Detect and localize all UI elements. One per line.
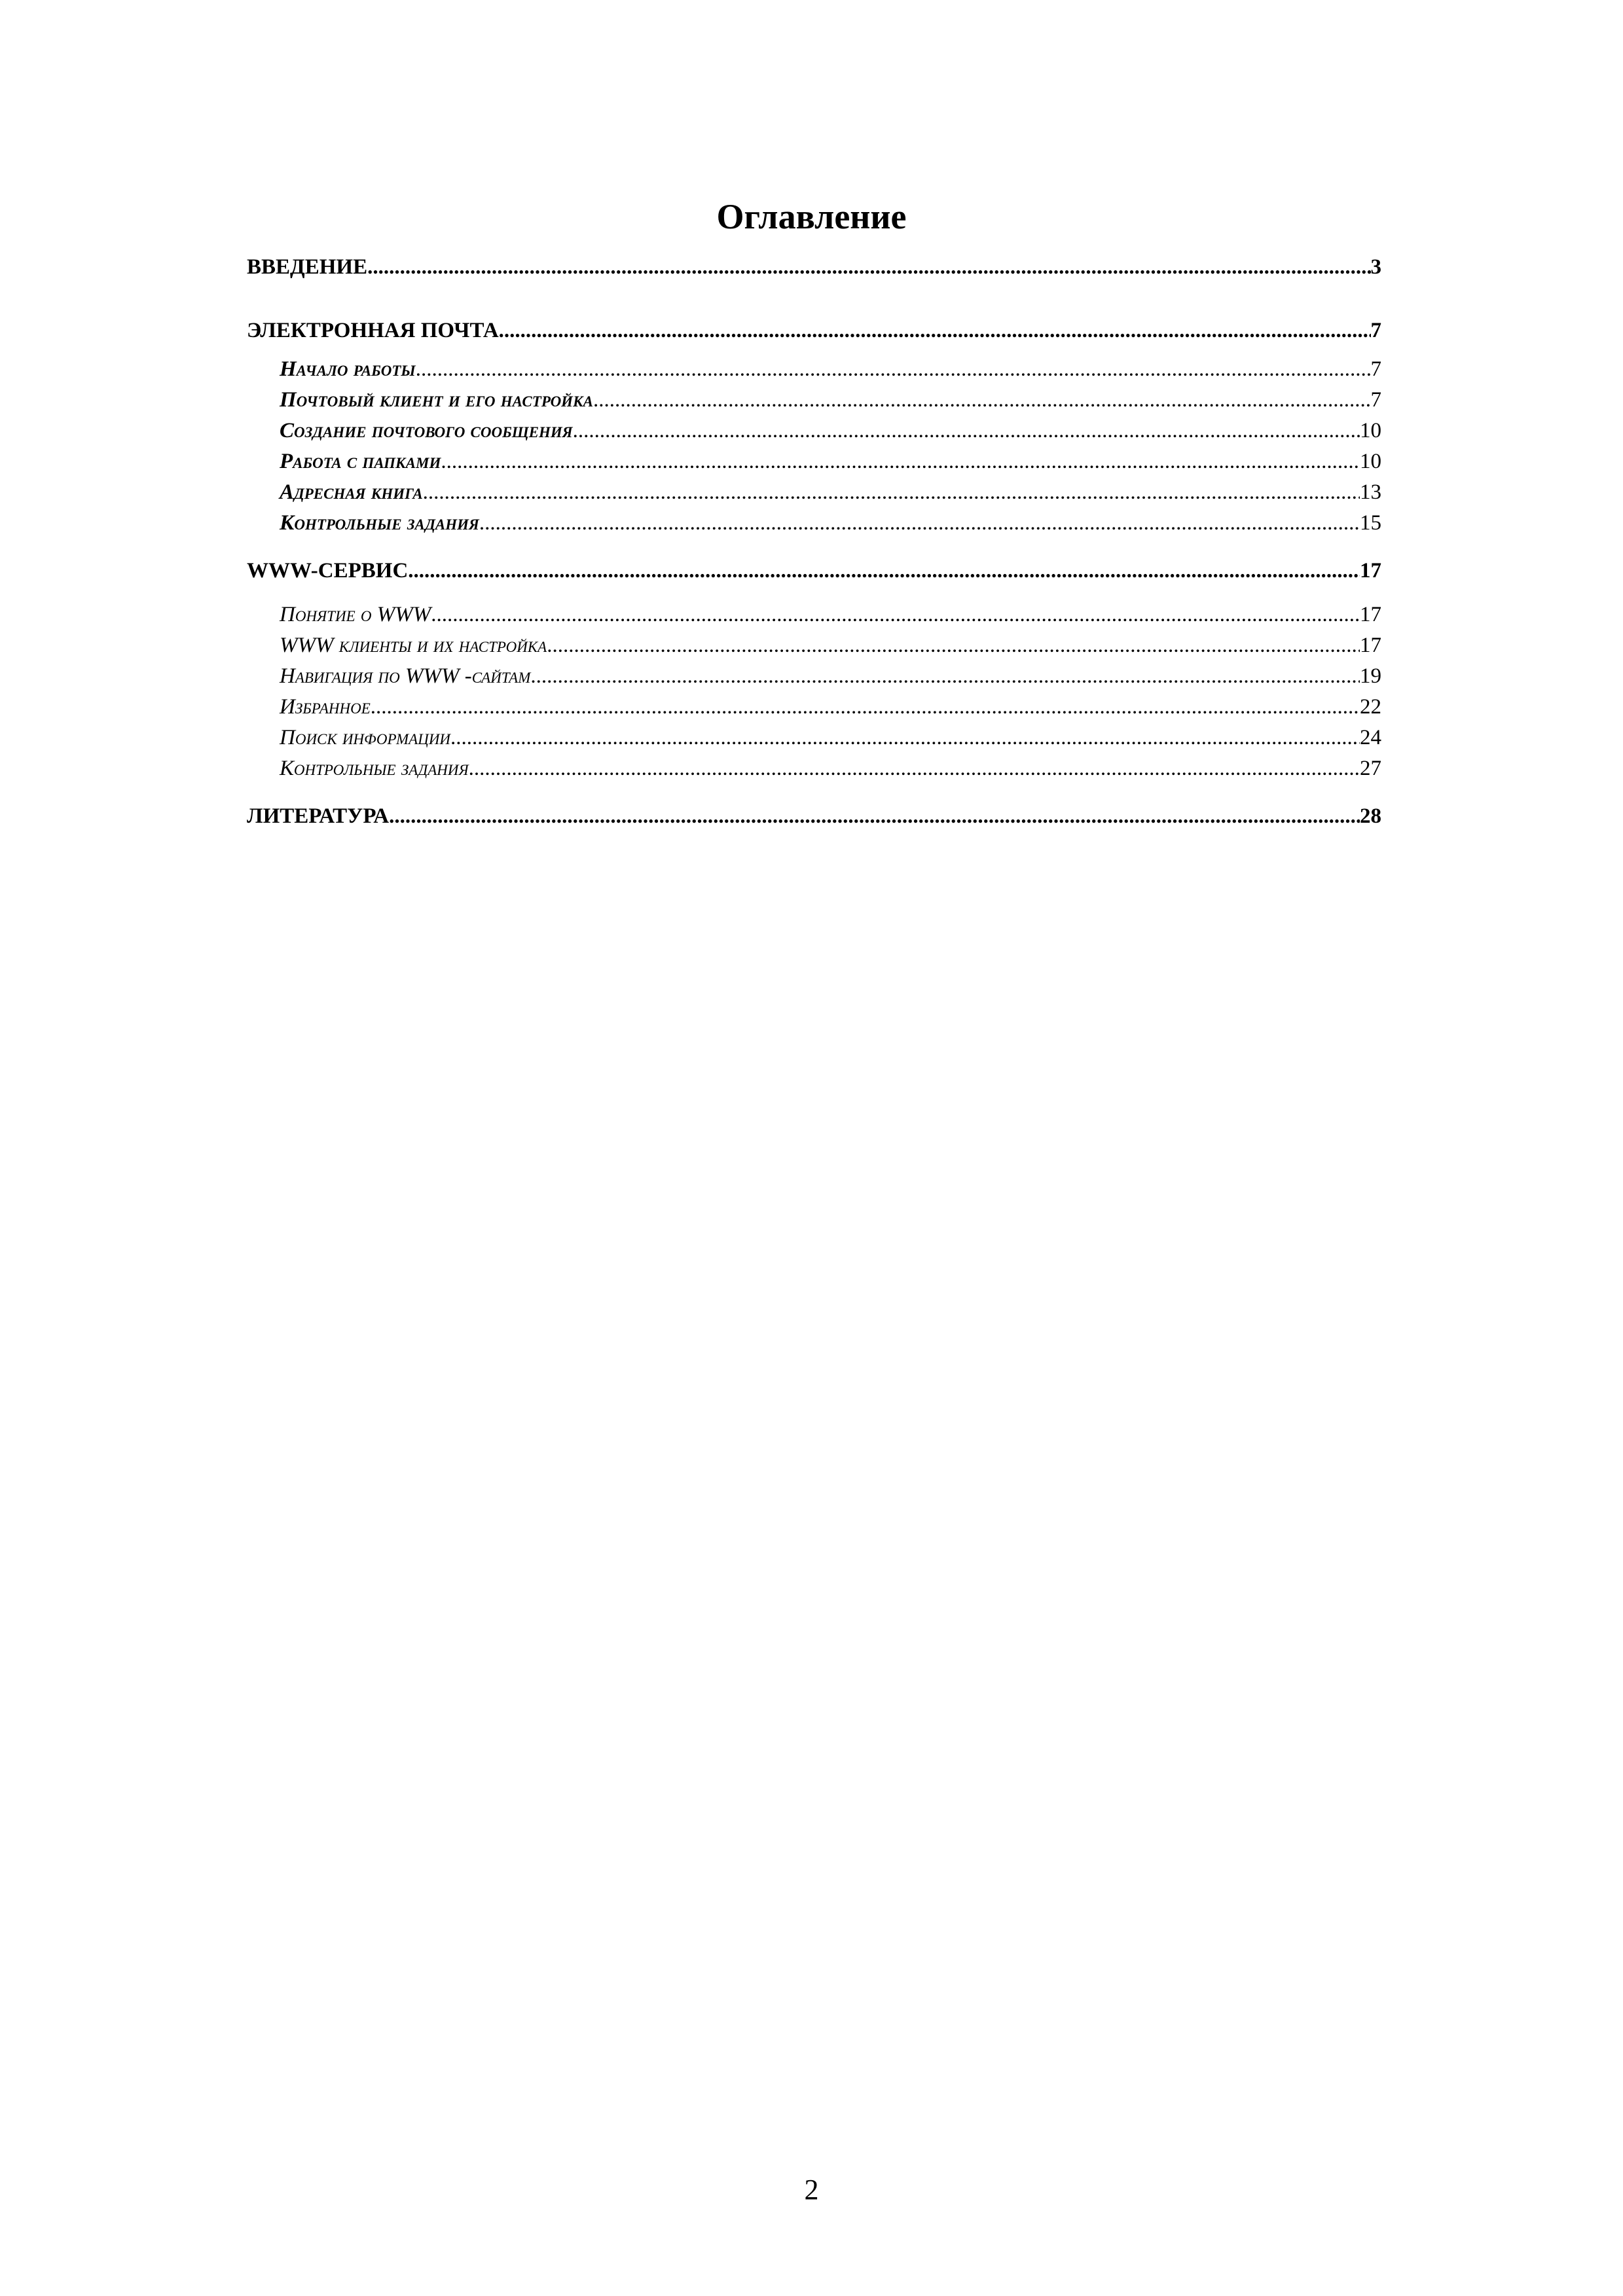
toc-entry-page: 7 — [1370, 357, 1381, 381]
dot-leader — [450, 723, 1360, 753]
toc-entry-page: 19 — [1360, 664, 1381, 688]
table-of-contents — [247, 252, 1381, 832]
toc-entry-label: Адресная книга — [280, 480, 423, 504]
toc-entry-label: Контрольные задания — [280, 757, 469, 780]
toc-subentry[interactable] — [247, 385, 1381, 416]
toc-entry-introduction[interactable] — [247, 252, 1381, 283]
dot-leader — [416, 354, 1371, 385]
page-number: 2 — [804, 2174, 819, 2206]
toc-entry-email[interactable] — [247, 315, 1381, 346]
toc-entry-page: 15 — [1360, 511, 1381, 535]
dot-leader — [499, 315, 1371, 346]
toc-subentry[interactable] — [247, 661, 1381, 692]
toc-entry-label: Навигация по WWW -сайтам — [280, 664, 531, 688]
dot-leader — [431, 600, 1360, 630]
dot-leader — [593, 385, 1370, 416]
toc-entry-label: ВВЕДЕНИЕ — [247, 255, 368, 279]
toc-entry-page: 13 — [1360, 480, 1381, 504]
toc-subentry[interactable] — [247, 416, 1381, 446]
toc-entry-page: 7 — [1370, 319, 1381, 342]
toc-entry-literature[interactable] — [247, 801, 1381, 832]
toc-entry-label: ЭЛЕКТРОННАЯ ПОЧТА — [247, 319, 499, 342]
dot-leader — [469, 753, 1360, 784]
toc-subentry[interactable] — [247, 630, 1381, 661]
dot-leader — [367, 252, 1370, 283]
dot-leader — [479, 508, 1360, 539]
dot-leader — [547, 630, 1360, 661]
page-title: Оглавление — [716, 197, 907, 236]
toc-entry-label: Работа с папками — [280, 450, 441, 473]
toc-entry-page: 3 — [1370, 255, 1381, 279]
dot-leader — [530, 661, 1360, 692]
toc-entry-page: 22 — [1360, 695, 1381, 719]
toc-subentry[interactable] — [247, 753, 1381, 784]
toc-entry-www-service[interactable] — [247, 556, 1381, 586]
toc-entry-page: 17 — [1360, 603, 1381, 626]
toc-subentry[interactable] — [247, 692, 1381, 723]
toc-entry-label: WWW клиенты и их настройка — [280, 634, 547, 657]
dot-leader — [423, 477, 1360, 508]
toc-subentry[interactable] — [247, 354, 1381, 385]
toc-entry-label: ЛИТЕРАТУРА — [247, 804, 390, 828]
toc-entry-page: 17 — [1360, 634, 1381, 657]
dot-leader — [371, 692, 1360, 723]
toc-entry-label: Контрольные задания — [280, 511, 479, 535]
toc-entry-label: WWW-СЕРВИС — [247, 559, 409, 583]
toc-subentry[interactable] — [247, 600, 1381, 630]
toc-entry-page: 24 — [1360, 726, 1381, 749]
toc-entry-label: Поиск информации — [280, 726, 451, 749]
toc-entry-label: Понятие о WWW — [280, 603, 431, 626]
toc-subentry[interactable] — [247, 477, 1381, 508]
toc-entry-label: Почтовый клиент и его настройка — [280, 388, 594, 412]
toc-subentry[interactable] — [247, 446, 1381, 477]
toc-entry-label: Начало работы — [280, 357, 416, 381]
toc-entry-page: 27 — [1360, 757, 1381, 780]
toc-entry-page: 10 — [1360, 419, 1381, 442]
toc-subentry[interactable] — [247, 508, 1381, 539]
dot-leader — [408, 556, 1360, 586]
toc-entry-page: 7 — [1370, 388, 1381, 412]
toc-entry-page: 10 — [1360, 450, 1381, 473]
dot-leader — [389, 801, 1360, 832]
dot-leader — [573, 416, 1360, 446]
toc-entry-label: Создание почтового сообщения — [280, 419, 573, 442]
toc-entry-page: 28 — [1360, 804, 1381, 828]
toc-entry-label: Избранное — [280, 695, 371, 719]
dot-leader — [441, 446, 1360, 477]
toc-subentry[interactable] — [247, 723, 1381, 753]
toc-entry-page: 17 — [1360, 559, 1381, 583]
